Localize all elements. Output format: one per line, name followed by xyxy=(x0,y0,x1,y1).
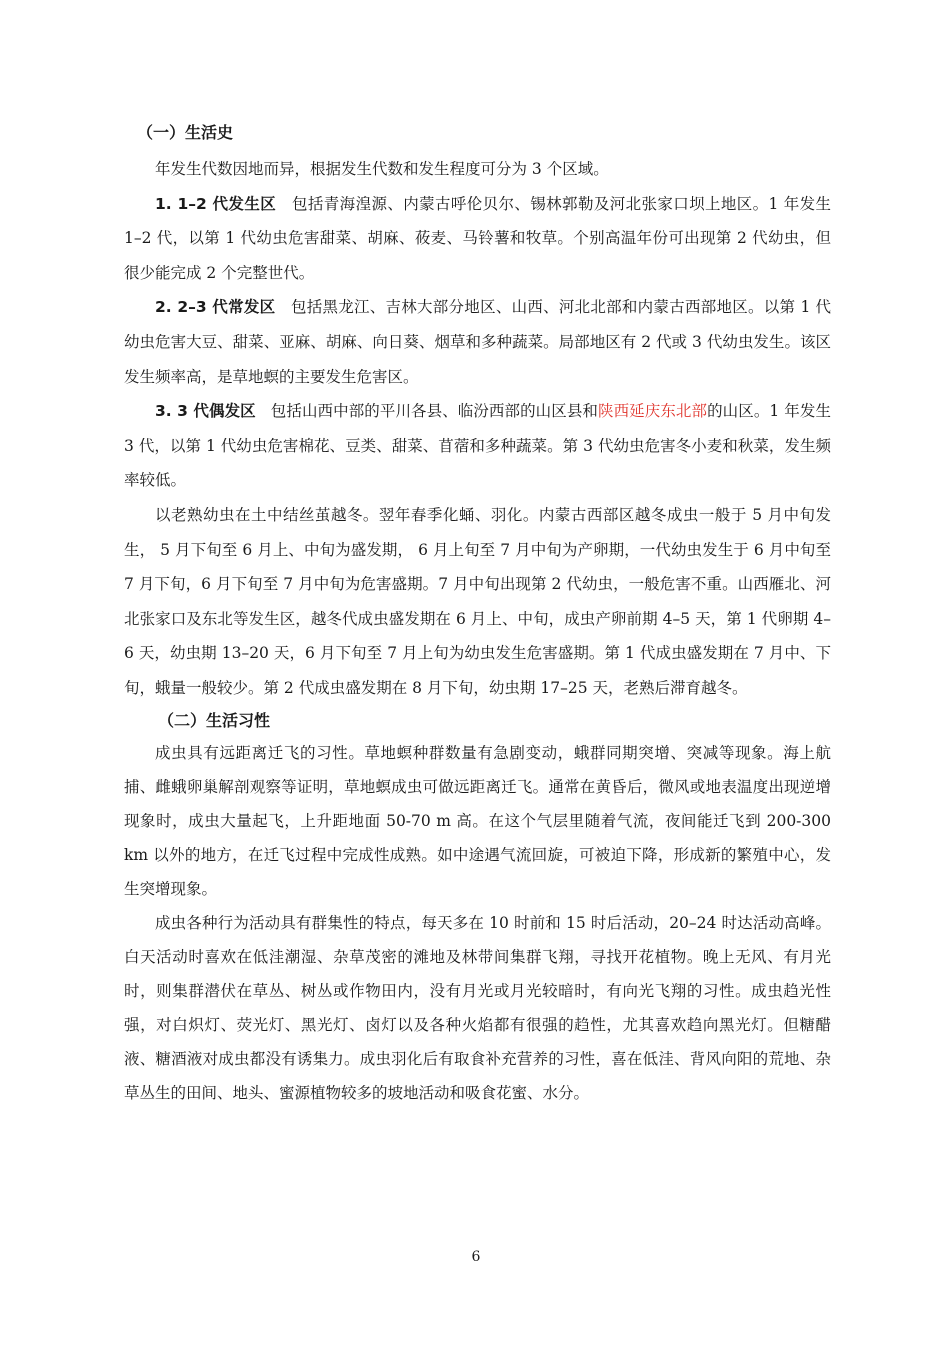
migration-paragraph: 成虫具有远距离迁飞的习性。草地螟种群数量有急剧变动，蛾群同期突增、突减等现象。海上航捕、雌蛾卵巢解剖观察等证明，草地螟成虫可做远距离迁飞。通常在黄昏后，微风或地表温度出现逆增现象时，成虫大量起飞，上升距地面 50-70 m 高。在这个气层里随着气流，夜间能迁飞到 200-300 km 以外的地方，在迁飞过程中完成性成熟。如中途遇气流回旋，可被迫下降，形成新的繁殖中心，发生突增现象。 xyxy=(124,743,831,898)
zone2-label: 2. 2–3 代常发区 xyxy=(155,298,276,317)
overwinter-paragraph: 以老熟幼虫在土中结丝茧越冬。翌年春季化蛹、羽化。内蒙古西部区越冬成虫一般于 5 月中旬发生， 5 月下旬至 6 月上、中旬为盛发期， 6 月上旬至 7 月中旬为产卵期，一代幼虫发生于 6 月中旬至 7 月下旬，6 月下旬至 7 月中旬为危害盛期。7 月中旬出现第 2 代幼虫，一般危害不重。山西雁北、河北张家口及东北等发生区，越冬代成虫盛发期在 6 月上、中旬，成虫产卵前期 4–5 天，第 1 代卵期 4–6 天，幼虫期 13–20 天，6 月下旬至 7 月上旬为幼虫发生危害盛期。第 1 代成虫盛发期在 7 月中、下旬，蛾量一般较少。第 2 代成虫盛发期在 8 月下旬，幼虫期 17–25 天，老熟后滞育越冬。 xyxy=(124,505,831,697)
zone3-label: 3. 3 代偶发区 xyxy=(155,402,256,421)
behavior-paragraph: 成虫各种行为活动具有群集性的特点，每天多在 10 时前和 15 时后活动，20–24 时达活动高峰。白天活动时喜欢在低洼潮湿、杂草茂密的滩地及林带间集群飞翔，寻找开花植物。晚上无风、有月光时，则集群潜伏在草丛、树丛或作物田内，没有月光或月光较暗时，有向光飞翔的习性。成虫趋光性强，对白炽灯、荧光灯、黑光灯、卤灯以及各种火焰都有很强的趋性，尤其喜欢趋向黑光灯。但糖醋液、糖酒液对成虫都没有诱集力。成虫羽化后有取食补充营养的习性，喜在低洼、背风向阳的荒地、杂草丛生的田间、地头、蜜源植物较多的坡地活动和吸食花蜜、水分。 xyxy=(124,913,831,1102)
zone1-text: 包括青海湟源、内蒙古呼伦贝尔、锡林郭勒及河北张家口坝上地区。1 年发生 1–2 代，以第 1 代幼虫危害甜菜、胡麻、莜麦、马铃薯和牧草。个别高温年份可出现第 2 代幼虫，但很少能完成 2 个完整世代。 xyxy=(124,194,831,282)
zone3-text-before: 包括山西中部的平川各县、临汾西部的山区县和 xyxy=(270,402,599,421)
zone2-text: 包括黑龙江、吉林大部分地区、山西、河北北部和内蒙古西部地区。以第 1 代幼虫危害大豆、甜菜、亚麻、胡麻、向日葵、烟草和多种蔬菜。局部地区有 2 代或 3 代幼虫发生。该区发生频率高，是草地螟的主要发生危害区。 xyxy=(124,298,832,386)
zone1-label: 1. 1–2 代发生区 xyxy=(155,194,277,213)
zone3-text-after: 的山区。1 年发生 3 代，以第 1 代幼虫危害棉花、豆类、甜菜、苜蓿和多种蔬菜。第 3 代幼虫危害冬小麦和秋菜，发生频率较低。 xyxy=(124,402,831,490)
zone3-highlighted-text: 陕西延庆东北部 xyxy=(598,402,708,421)
zone2-paragraph xyxy=(124,290,831,394)
section-heading-habits: （二）生活习性 xyxy=(158,710,271,730)
page-content xyxy=(124,118,831,1110)
page-number: 6 xyxy=(471,1249,481,1265)
zone3-paragraph xyxy=(124,394,831,498)
section-heading-life-history: （一）生活史 xyxy=(137,123,234,142)
intro-paragraph: 年发生代数因地而异，根据发生代数和发生程度可分为 3 个区域。 xyxy=(155,160,609,178)
zone1-paragraph xyxy=(124,187,831,291)
